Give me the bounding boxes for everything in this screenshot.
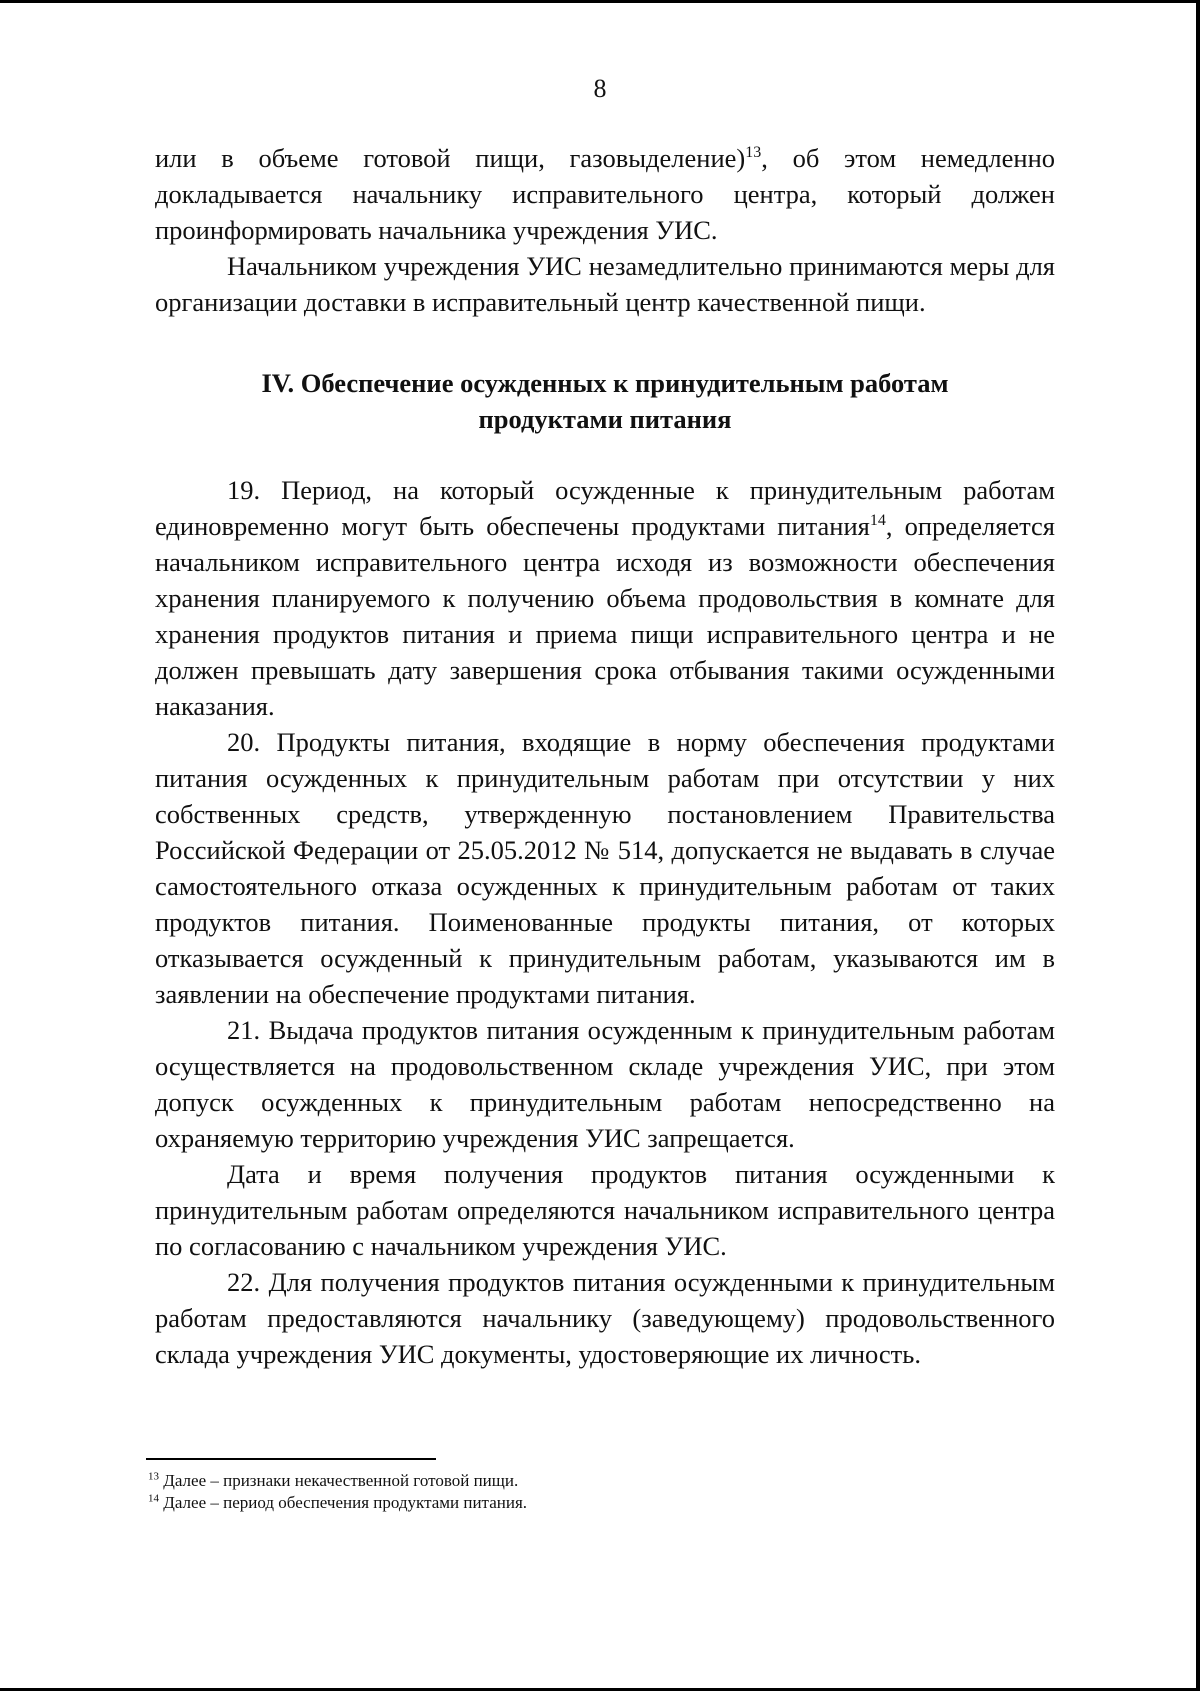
section-body bbox=[155, 472, 1055, 1372]
footnote-text: Далее – признаки некачественной готовой пищи. bbox=[159, 1471, 519, 1490]
footnote-ref-13: 13 bbox=[745, 144, 762, 162]
heading-line-2: продуктами питания bbox=[478, 404, 732, 434]
footnote-ref-14: 14 bbox=[869, 512, 886, 530]
footnote-separator bbox=[146, 1458, 436, 1460]
paragraph-text: , об этом немедленно докладывается начальнику исправительного центра, который должен проинформировать начальника учреждения УИС. bbox=[155, 143, 1056, 245]
heading-line-1: IV. Обеспечение осужденных к принудительным работам bbox=[261, 368, 949, 398]
footnote-text: Далее – период обеспечения продуктами питания. bbox=[159, 1493, 528, 1512]
intro-block bbox=[155, 140, 1055, 320]
scan-edge-right bbox=[1196, 0, 1200, 1691]
page-number: 8 bbox=[593, 74, 607, 103]
paragraph-text: , определяется начальником исправительного центра исходя из возможности обеспечения хранения планируемого к получению объема продовольствия в комнате для хранения продуктов питания и приема пищи исправительного центра и не должен превышать дату завершения срока отбывания такими осужденными наказания. bbox=[155, 511, 1055, 721]
paragraph-text: или в объеме готовой пищи, газовыделение) bbox=[155, 143, 746, 173]
paragraph-measures: Начальником учреждения УИС незамедлительно принимаются меры для организации доставки в исправительный центр качественной пищи. bbox=[155, 251, 1055, 317]
footnote-14 bbox=[148, 1492, 1048, 1514]
paragraph-text: 19. Период, на который осужденные к принудительным работам единовременно могут быть обеспечены продуктами питания bbox=[155, 475, 1055, 541]
paragraph-21-date: Дата и время получения продуктов питания осужденными к принудительным работам определяются начальником исправительного центра по согласованию с начальником учреждения УИС. bbox=[155, 1159, 1055, 1261]
footnote-mark: 13 bbox=[148, 1470, 159, 1483]
footnotes bbox=[148, 1470, 1048, 1514]
paragraph-20: 20. Продукты питания, входящие в норму обеспечения продуктами питания осужденных к принудительным работам при отсутствии у них собственных средств, утвержденную постановлением Правительства Российской Федерации от 25.05.2012 № 514, допускается не выдавать в случае самостоятельного отказа осужденных к принудительным работам от таких продуктов питания. Поименованные продукты питания, от которых отказывается осужденный к принудительным работам, указываются им в заявлении на обеспечение продуктами питания. bbox=[155, 727, 1055, 1009]
paragraph-19 bbox=[155, 472, 1055, 724]
scan-edge-top bbox=[0, 0, 1200, 3]
footnote-mark: 14 bbox=[148, 1492, 159, 1505]
paragraph-intro-continuation bbox=[155, 140, 1055, 248]
footnote-13 bbox=[148, 1470, 1048, 1492]
section-heading bbox=[155, 365, 1055, 437]
paragraph-22: 22. Для получения продуктов питания осужденными к принудительным работам предоставляются начальнику (заведующему) продовольственного склада учреждения УИС документы, удостоверяющие их личность. bbox=[155, 1267, 1055, 1369]
paragraph-21: 21. Выдача продуктов питания осужденным к принудительным работам осуществляется на продовольственном складе учреждения УИС, при этом допуск осужденных к принудительным работам непосредственно на охраняемую территорию учреждения УИС запрещается. bbox=[155, 1015, 1055, 1153]
